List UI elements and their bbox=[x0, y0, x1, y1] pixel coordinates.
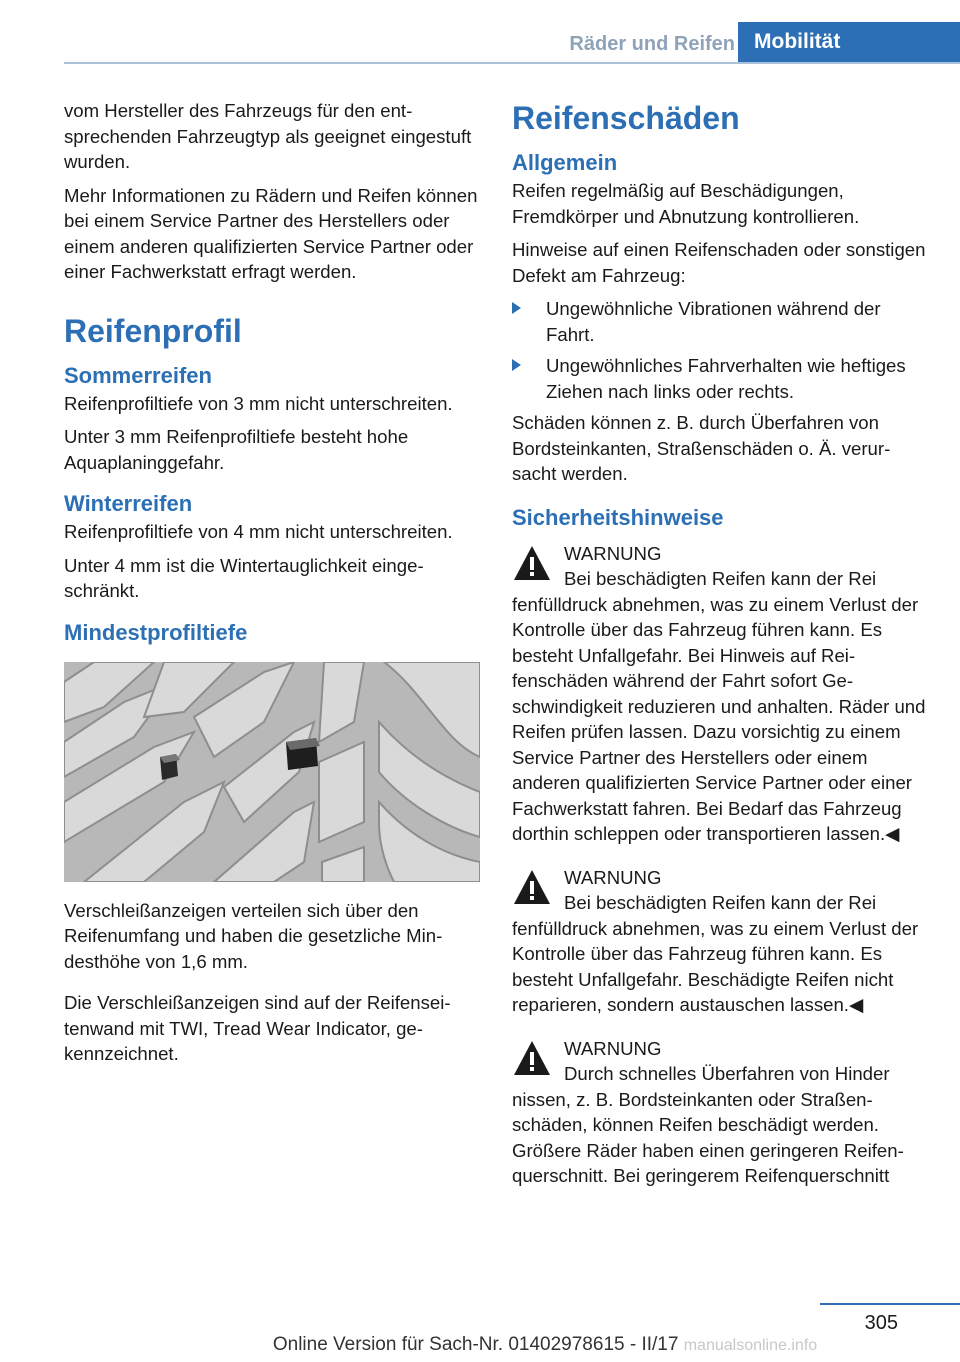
warning-title: WARNUNG bbox=[564, 542, 662, 564]
page-header bbox=[0, 0, 960, 64]
tread-wear-indicator-image bbox=[64, 662, 480, 882]
heading-mindestprofiltiefe: Mindestprofiltiefe bbox=[64, 619, 248, 645]
paragraph: Reifen regelmäßig auf Beschädigungen, Fremdkörper und Abnutzung kontrollieren. bbox=[512, 180, 860, 227]
list-item-text: Ungewöhnliche Vibrationen während der Fahrt. bbox=[546, 298, 881, 345]
right-column bbox=[512, 98, 928, 1195]
warning-icon bbox=[512, 543, 552, 583]
warning-text-first-line: Durch schnelles Überfahren von Hinder bbox=[564, 1063, 890, 1084]
watermark: manualsonline.info bbox=[683, 1337, 818, 1354]
paragraph: Mehr Informationen zu Rädern und Reifen können bei einem Service Partner des Herstellers oder einem anderen qualifizierten Service Partner oder einer Fachwerkstatt erfragt werden. bbox=[64, 184, 478, 282]
warning-icon bbox=[512, 1038, 552, 1078]
triangle-bullet-icon bbox=[512, 302, 521, 314]
warning-text-first-line: Bei beschädigten Reifen kann der Rei bbox=[564, 892, 877, 913]
heading-reifenschaeden: Reifenschäden bbox=[512, 100, 740, 136]
warning-block bbox=[512, 541, 928, 847]
warning-block bbox=[512, 865, 928, 1018]
warning-title: WARNUNG bbox=[564, 1037, 662, 1059]
heading-winterreifen: Winterreifen bbox=[64, 491, 193, 516]
warning-text: fenfülldruck abnehmen, was zu einem Verlust der Kontrolle über das Fahrzeug führen kann. Es besteht Unfallgefahr. Bei Hinweis auf Reifenschäden während der Fahrt sofort Geschwindigkeit reduzieren und anhalten. Räder und Reifen prüfen lassen. Dazu vorsichtig zu einem Service Partner des Herstellers oder einem anderen qualifizierten Service Partner oder einer Fachwerkstatt fahren. Bei Bedarf das Fahrzeug dorthin schleppen oder transportieren lassen.◀ bbox=[512, 593, 926, 844]
paragraph: Reifenprofiltiefe von 4 mm nicht unterschreiten. bbox=[64, 521, 453, 542]
footer-rule bbox=[820, 1303, 960, 1305]
list-item-text: Ungewöhnliches Fahrverhalten wie heftiges Ziehen nach links oder rechts. bbox=[546, 355, 906, 402]
heading-sommerreifen: Sommerreifen bbox=[64, 362, 212, 388]
section-tab: Räder und Reifen bbox=[569, 33, 735, 55]
paragraph: vom Hersteller des Fahrzeugs für den entsprechenden Fahrzeugtyp als geeignet eingestuft wurden. bbox=[64, 100, 472, 172]
left-column bbox=[64, 98, 480, 1075]
list-item bbox=[512, 296, 928, 347]
heading-allgemein: Allgemein bbox=[512, 150, 618, 175]
footer bbox=[0, 1334, 960, 1356]
paragraph: Schäden können z. B. durch Überfahren von Bordsteinkanten, Straßenschäden o. Ä. verursacht werden. bbox=[512, 412, 891, 484]
warning-text: fenfülldruck abnehmen, was zu einem Verlust der Kontrolle über das Fahrzeug führen kann. Es besteht Unfallgefahr. Beschädigte Reifen nicht reparieren, sondern austauschen lassen.◀ bbox=[512, 917, 919, 1015]
header-rule bbox=[64, 62, 960, 64]
paragraph: Hinweise auf einen Reifenschaden oder sonstigen Defekt am Fahrzeug: bbox=[512, 239, 926, 286]
warning-title: WARNUNG bbox=[564, 866, 662, 888]
warning-block bbox=[512, 1036, 928, 1189]
paragraph: Unter 3 mm Reifenprofiltiefe besteht hohe Aquaplaninggefahr. bbox=[64, 426, 409, 473]
paragraph: Verschleißanzeigen verteilen sich über den Reifenumfang und haben die gesetzliche Mindesthöhe von 1,6 mm. bbox=[64, 899, 443, 972]
paragraph: Die Verschleißanzeigen sind auf der Reifenseitenwand mit TWI, Tread Wear Indicator, gekennzeichnet. bbox=[64, 992, 451, 1064]
warning-text-first-line: Bei beschädigten Reifen kann der Rei bbox=[564, 568, 877, 589]
warning-icon bbox=[512, 867, 552, 907]
footer-text: Online Version für Sach-Nr. 01402978615 - II/17 bbox=[272, 1334, 679, 1355]
heading-reifenprofil: Reifenprofil bbox=[64, 312, 242, 349]
list-item bbox=[512, 353, 928, 404]
paragraph: Unter 4 mm ist die Wintertauglichkeit eingeschränkt. bbox=[64, 554, 424, 601]
chapter-tab: Mobilität bbox=[738, 22, 960, 62]
bullet-list bbox=[512, 296, 928, 404]
warning-text: nissen, z. B. Bordsteinkanten oder Straßenschäden, können Reifen beschädigt werden. Größere Räder haben einen geringeren Reifenquerschnitt. Bei geringerem Reifenquerschnitt bbox=[512, 1088, 904, 1186]
heading-sicherheitshinweise: Sicherheitshinweise bbox=[512, 504, 724, 530]
triangle-bullet-icon bbox=[512, 359, 521, 371]
page-number: 305 bbox=[864, 1312, 898, 1334]
paragraph: Reifenprofiltiefe von 3 mm nicht unterschreiten. bbox=[64, 392, 453, 414]
